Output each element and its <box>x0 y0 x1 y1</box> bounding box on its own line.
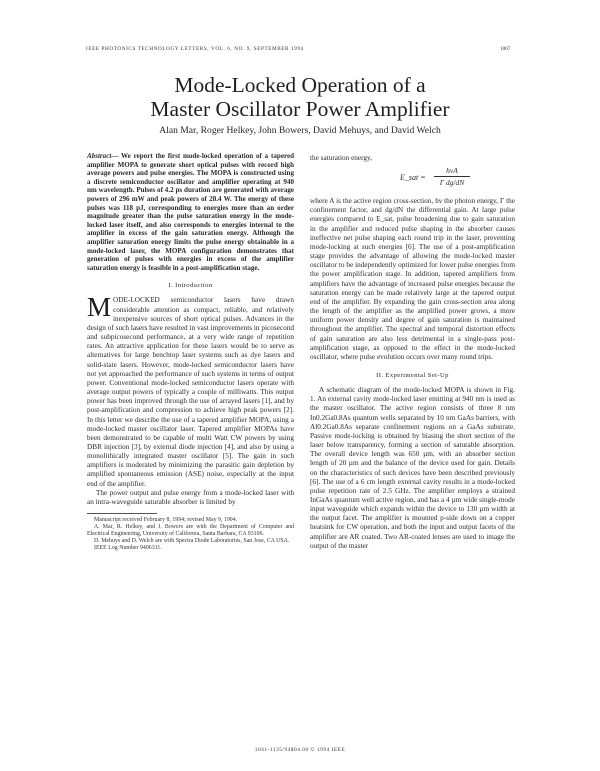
footnote-affiliation-1: A. Mar, R. Helkey, and J. Bowers are with the Department of Computer and Electrical Engineering, University of California, Santa Barbara, CA 93106. <box>87 524 294 538</box>
equation-denominator: Γ dg/dN <box>439 178 465 188</box>
section-heading-experimental: II. Experimental Set-Up <box>376 371 449 379</box>
abstract <box>87 152 294 272</box>
abstract-text: We report the first mode-locked operation of a tapered amplifier MOPA to generate short optical pulses with record high average powers and pulse energies. The MOPA is constructed using a discrete semiconductor oscillator and amplifier operating at 940 nm wavelength. Pulses of 4.2 ps duration are generated with average powers of 296 mW and peak powers of 28.4 W. The energy of these pulses was 118 pJ, corresponding to energies more than an order magnitude greater than the pulse saturation energy in the mode-locked laser itself, and also corresponds to energies internal to the amplifier in excess of the gain saturation energy. Although the amplifier saturation energy limits the pulse energy obtainable in a mode-locked laser, the MOPA configuration demonstrates that generation of pulses with energies in excess of the amplifier saturation energy is feasible in a post-amplification stage. <box>87 152 294 272</box>
equation-fraction <box>434 166 470 187</box>
intro-paragraph-1 <box>87 292 294 488</box>
running-head: IEEE PHOTONICS TECHNOLOGY LETTERS, VOL. 6, NO. 9, SEPTEMBER 1994 <box>86 46 304 52</box>
equation-numerator: hνA <box>434 166 470 177</box>
saturation-energy-equation <box>310 166 515 192</box>
footnote-divider <box>87 513 157 514</box>
abstract-label: Abstract— <box>87 152 119 160</box>
intro-paragraph-2: The power output and pulse energy from a mode-locked laser with an intra-waveguide saturable absorber is limited by <box>87 488 294 506</box>
drop-cap: M <box>87 292 112 323</box>
title-line-1: Mode-Locked Operation of a <box>174 73 426 97</box>
section-heading-introduction: I. Introduction <box>168 282 213 290</box>
intro-paragraph-1-text: ODE-LOCKED semiconductor lasers have drawn considerable attention as compact, reliable, and relatively inexpensive sources of short optical pulses. Advances in the design of such lasers have resulted in vast improvements in picosecond and subpicosecond performance, at a very wide range of repetition rates. An attractive application for these lasers would be to serve as alternatives for large benchtop laser systems such as dye lasers and solid-state lasers. However, mode-locked semiconductor lasers have not yet approached the performance of such systems in terms of output power. Conventional mode-locked semiconductor lasers operate with average output powers of typically a couple of milliwatts. This output power has been improved through the use of arrayed lasers [1], and by post-amplification and compression to achieve high peak powers [2]. In this letter we describe the use of a tapered amplifier MOPA, using a mode-locked master oscillator laser. Tapered amplifier MOPAs have been demonstrated to be capable of multi Watt CW powers by using DBR injection [3], by external diode injection [4], and also by using a monolithically integrated master oscillator [5]. The gain in such amplifiers is moderated by minimizing the parasitic gain depletion by amplified spontaneous emission (ASE) noise, especially at the input end of the amplifier. <box>87 296 294 488</box>
footnotes <box>87 517 294 552</box>
right-column <box>310 154 515 551</box>
footnote-manuscript: Manuscript received February 8, 1994; revised May 9, 1994. <box>94 517 238 524</box>
intro-continuation: the saturation energy, <box>310 154 373 162</box>
equation-lhs: E_sat = <box>400 173 426 183</box>
page-number: 1067 <box>500 46 511 52</box>
footnote-affiliation-2: D. Mehuys and D. Welch are with Spectra Diode Laboratories, San Jose, CA USA. <box>94 538 290 545</box>
title-line-2: Master Oscillator Power Amplifier <box>150 97 450 121</box>
right-paragraph-2: A schematic diagram of the mode-locked MOPA is shown in Fig. 1. An external cavity mode-locked laser emitting at 940 nm is used as the master oscillator. The active region consists of three 8 nm In0.2Ga0.8As quantum wells separated by 10 nm GaAs barriers, with Al0.2Ga0.8As separate confinement regions on a GaAs substrate. Passive mode-locking is obtained by biasing the short section of the laser below transparency, forming a section of saturable absorption. The overall device length was 650 µm, with an absorber section length of 20 µm and the balance of the device used for gain. Details on the characteristics of such devices have been described previously [6]. The use of a 6 cm length external cavity results in a mode-locked pulse repetition rate of 2.5 GHz. The amplifier employs a strained InGaAs quantum well active region, and has a 4 µm wide single-mode input waveguide which expands within the device to 130 µm width at the output facet. The amplifier is mounted p-side down on a copper heatsink for CW operation, and both the input and output facets of the amplifier are AR coated. Two AR-coated lenses are used to image the output of the master <box>310 386 515 550</box>
footnote-ieee-log: IEEE Log Number 9406311. <box>94 545 162 552</box>
left-column <box>87 152 294 552</box>
right-paragraph-1: where A is the active region cross-section, hν the photon energy, Γ the confinement factor, and dg/dN the differential gain. At large pulse energies compared to E_sat, pulse broadening due to gain saturation in the amplifier and reduced pulse shaping in the absorber causes ineffective net pulse shaping each round trip in the laser, preventing mode-locking at such energies [6]. The use of a post-amplification stage provides the advantage of allowing the mode-locked master oscillator to be independently optimized for lower pulse energies from the power amplification stage. In addition, tapered amplifiers from amplifiers have the advantage of increased pulse energies because the saturation energy can be made relatively large at the tapered output end of the amplifier. By expanding the gain cross-section area along the length of the amplifier as the amplified power grows, a more uniform power density and degree of gain saturation is maintained throughout the amplifier. The spectral and temporal distortion effects of gain saturation are also less detrimental in a single-pass post-amplification stage, as opposed to the effect in the mode-locked oscillator, where pulse evolution occurs over many round trips. <box>310 197 515 361</box>
author-list: Alan Mar, Roger Helkey, John Bowers, David Mehuys, and David Welch <box>159 125 441 136</box>
copyright-identifier: 1041-1135/94$04.00 © 1994 IEEE <box>254 747 346 753</box>
paper-title <box>0 73 600 121</box>
